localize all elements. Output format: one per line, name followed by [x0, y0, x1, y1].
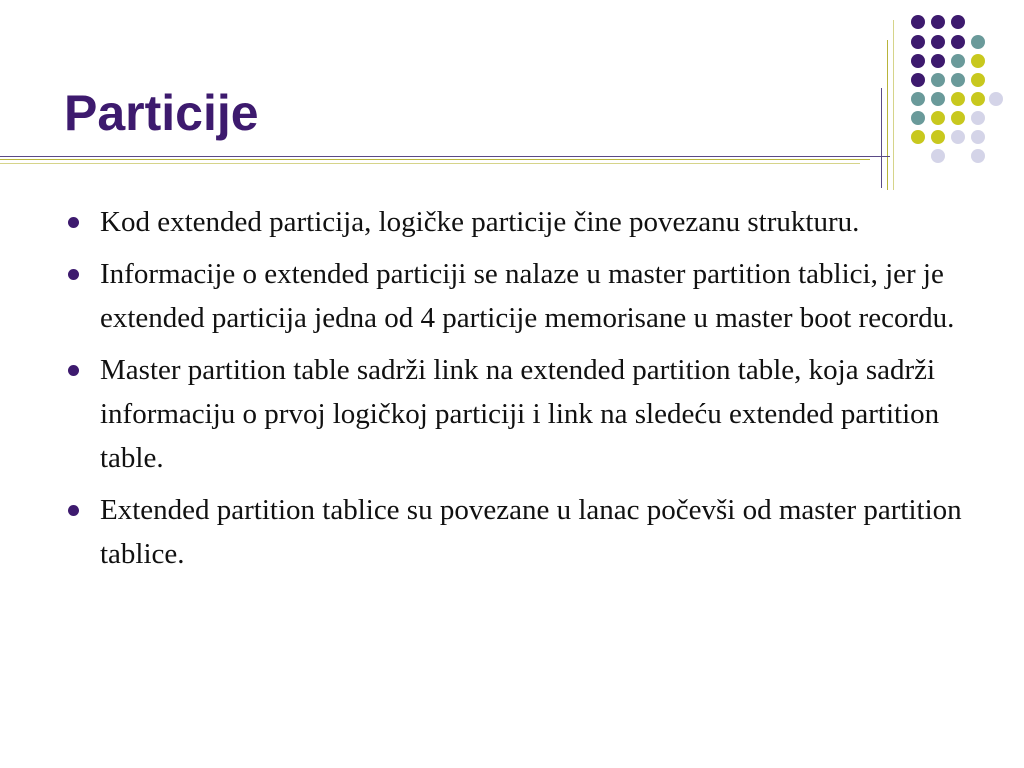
bullet-dot-icon [68, 365, 79, 376]
decorative-dot [931, 130, 945, 144]
decorative-dot [911, 54, 925, 68]
decorative-dot [951, 35, 965, 49]
decorative-dot [971, 54, 985, 68]
decorative-dot [931, 15, 945, 29]
decorative-dot [971, 73, 985, 87]
decorative-dot [951, 92, 965, 106]
decorative-dot [951, 54, 965, 68]
decorative-dot [971, 130, 985, 144]
decorative-dot [951, 111, 965, 125]
decorative-dot [951, 73, 965, 87]
decorative-dot [971, 149, 985, 163]
decorative-dot [971, 35, 985, 49]
bullet-dot-icon [68, 217, 79, 228]
title-underline [0, 159, 870, 160]
decorative-dot [931, 149, 945, 163]
decorative-dot [931, 54, 945, 68]
bullet-item [64, 348, 964, 480]
bullet-dot-icon [68, 269, 79, 280]
bullet-text: Master partition table sadrži link na extended partition table, koja sadrži informaciju o prvoj logičkoj particiji i link na sledeću extended partition table. [100, 354, 940, 474]
bullet-text: Extended partition tablice su povezane u lanac počevši od master partition tablice. [100, 494, 962, 570]
decorative-dot [951, 130, 965, 144]
bullet-dot-icon [68, 505, 79, 516]
decorative-dot [911, 111, 925, 125]
decorative-dot [931, 111, 945, 125]
title-underline [0, 163, 860, 164]
decorative-dot [911, 15, 925, 29]
decorative-dot [951, 15, 965, 29]
slide-title: Particije [64, 85, 259, 141]
decorative-dot [911, 73, 925, 87]
decorative-dot [931, 92, 945, 106]
decorative-dot [931, 35, 945, 49]
bullet-text: Informacije o extended particiji se nalaze u master partition tablici, jer je extended particija jedna od 4 particije memorisane u master boot recordu. [100, 258, 955, 334]
bullet-list [64, 200, 964, 584]
bullet-item [64, 252, 964, 340]
decorative-dot [911, 130, 925, 144]
title-underline [0, 156, 890, 157]
decorative-dot [971, 111, 985, 125]
bullet-text: Kod extended particija, logičke particije čine povezanu strukturu. [100, 206, 860, 238]
decorative-dot [989, 92, 1003, 106]
bullet-item [64, 200, 964, 244]
bullet-item [64, 488, 964, 576]
decorative-dot [911, 35, 925, 49]
decorative-vertical-line [887, 40, 888, 190]
decorative-dot [911, 92, 925, 106]
decorative-vertical-line [893, 20, 894, 190]
decorative-dot [931, 73, 945, 87]
decorative-vertical-line [881, 88, 882, 188]
decorative-dot [971, 92, 985, 106]
